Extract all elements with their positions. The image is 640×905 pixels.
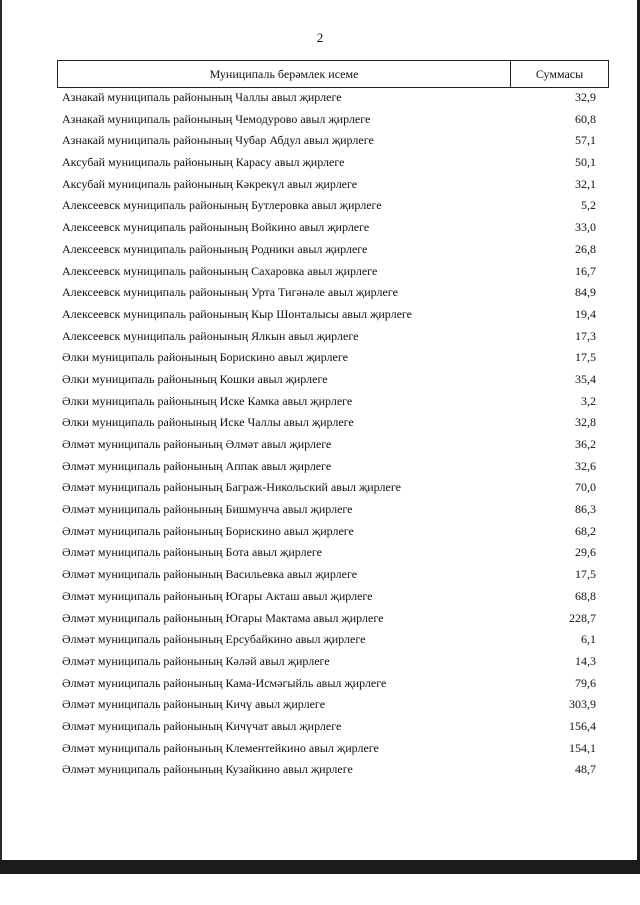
row-amount: 50,1 xyxy=(575,155,596,170)
table-row xyxy=(0,262,640,284)
row-municipality-name: Әлмәт муниципаль районының Югары Акташ авыл җирлеге xyxy=(62,588,373,603)
row-amount: 156,4 xyxy=(569,718,596,733)
row-amount: 33,0 xyxy=(575,220,596,235)
table-row xyxy=(0,370,640,392)
row-amount: 154,1 xyxy=(569,740,596,755)
row-amount: 3,2 xyxy=(581,393,596,408)
row-municipality-name: Әлмәт муниципаль районының Кичү авыл җирлеге xyxy=(62,697,326,712)
row-amount: 228,7 xyxy=(569,610,596,625)
row-municipality-name: Алексеевск муниципаль районының Родники авыл җирлеге xyxy=(62,241,368,256)
table-row xyxy=(0,587,640,609)
row-amount: 36,2 xyxy=(575,437,596,451)
table-row xyxy=(0,543,640,565)
row-municipality-name: Алексеевск муниципаль районының Кыр Шонталысы авыл җирлеге xyxy=(62,306,412,321)
row-municipality-name: Алексеевск муниципаль районының Войкино авыл җирлеге xyxy=(62,220,370,235)
table-row xyxy=(0,218,640,240)
row-municipality-name: Аксубай муниципаль районының Кәкрекүл авыл җирлеге xyxy=(62,176,358,191)
row-municipality-name: Алексеевск муниципаль районының Сахаровка авыл җирлеге xyxy=(62,263,378,278)
row-municipality-name: Әлмәт муниципаль районының Кичүчат авыл җирлеге xyxy=(62,718,342,733)
table-row xyxy=(0,500,640,522)
row-amount: 17,5 xyxy=(575,567,596,582)
row-amount: 26,8 xyxy=(575,241,596,256)
table-row xyxy=(0,457,640,479)
table-row xyxy=(0,283,640,305)
row-municipality-name: Әлки муниципаль районының Иске Камка авыл җирлеге xyxy=(62,393,353,408)
row-municipality-name: Әлмәт муниципаль районының Кама-Исмәгыйль авыл җирлеге xyxy=(62,675,387,690)
row-municipality-name: Әлмәт муниципаль районының Әлмәт авыл җирлеге xyxy=(62,437,332,451)
scan-bottom-bar xyxy=(0,860,640,874)
table-row xyxy=(0,717,640,739)
row-amount: 32,8 xyxy=(575,415,596,430)
table-row xyxy=(0,240,640,262)
table-row xyxy=(0,674,640,696)
table-row xyxy=(0,110,640,132)
table-body xyxy=(0,88,640,782)
table-row xyxy=(0,131,640,153)
row-amount: 5,2 xyxy=(581,198,596,213)
row-municipality-name: Алексеевск муниципаль районының Урта Тигәнәле авыл җирлеге xyxy=(62,285,398,300)
row-municipality-name: Әлмәт муниципаль районының Баграж-Никольский авыл җирлеге xyxy=(62,480,401,495)
table-row xyxy=(0,196,640,218)
table-row xyxy=(0,348,640,370)
row-municipality-name: Әлки муниципаль районының Иске Чаллы авыл җирлеге xyxy=(62,415,354,430)
row-municipality-name: Әлмәт муниципаль районының Клементейкино авыл җирлеге xyxy=(62,740,379,755)
row-municipality-name: Әлмәт муниципаль районының Бишмунча авыл җирлеге xyxy=(62,502,353,517)
row-amount: 32,6 xyxy=(575,458,596,473)
row-municipality-name: Аксубай муниципаль районының Карасу авыл җирлеге xyxy=(62,155,345,170)
row-amount: 57,1 xyxy=(575,133,596,148)
table-row xyxy=(0,392,640,414)
row-amount: 60,8 xyxy=(575,111,596,126)
row-amount: 19,4 xyxy=(575,306,596,321)
table-row xyxy=(0,88,640,110)
row-amount: 32,1 xyxy=(575,176,596,191)
row-amount: 16,7 xyxy=(575,263,596,278)
table-row xyxy=(0,695,640,717)
row-amount: 17,3 xyxy=(575,328,596,343)
table-row xyxy=(0,153,640,175)
table-header xyxy=(57,60,609,88)
row-amount: 303,9 xyxy=(569,697,596,712)
row-amount: 17,5 xyxy=(575,350,596,365)
row-municipality-name: Алексеевск муниципаль районының Ялкын авыл җирлеге xyxy=(62,328,359,343)
row-amount: 84,9 xyxy=(575,285,596,300)
row-municipality-name: Әлмәт муниципаль районының Аппак авыл җирлеге xyxy=(62,458,332,473)
row-amount: 6,1 xyxy=(581,632,596,647)
row-amount: 68,2 xyxy=(575,523,596,538)
row-municipality-name: Алексеевск муниципаль районының Бутлеровка авыл җирлеге xyxy=(62,198,382,213)
row-municipality-name: Әлки муниципаль районының Борискино авыл җирлеге xyxy=(62,350,348,365)
row-amount: 32,9 xyxy=(575,90,596,104)
row-municipality-name: Әлмәт муниципаль районының Кәләй авыл җирлеге xyxy=(62,653,330,668)
table-row xyxy=(0,565,640,587)
table-row xyxy=(0,478,640,500)
row-municipality-name: Әлмәт муниципаль районының Кузайкино авыл җирлеге xyxy=(62,762,353,777)
row-municipality-name: Әлмәт муниципаль районының Васильевка авыл җирлеге xyxy=(62,567,358,582)
table-row xyxy=(0,435,640,457)
table-row xyxy=(0,609,640,631)
row-municipality-name: Әлмәт муниципаль районының Борискино авыл җирлеге xyxy=(62,523,354,538)
row-municipality-name: Азнакай муниципаль районының Чубар Абдул авыл җирлеге xyxy=(62,133,374,148)
table-row xyxy=(0,522,640,544)
row-amount: 14,3 xyxy=(575,653,596,668)
table-row xyxy=(0,760,640,782)
row-amount: 35,4 xyxy=(575,371,596,386)
row-municipality-name: Әлки муниципаль районының Кошки авыл җирлеге xyxy=(62,371,328,386)
row-municipality-name: Әлмәт муниципаль районының Бота авыл җирлеге xyxy=(62,545,323,560)
table-row xyxy=(0,327,640,349)
row-amount: 70,0 xyxy=(575,480,596,495)
row-municipality-name: Әлмәт муниципаль районының Югары Мактама авыл җирлеге xyxy=(62,610,384,625)
table-row xyxy=(0,739,640,761)
row-municipality-name: Азнакай муниципаль районының Чаллы авыл җирлеге xyxy=(62,90,342,104)
table-row xyxy=(0,652,640,674)
row-amount: 48,7 xyxy=(575,762,596,777)
table-row xyxy=(0,630,640,652)
table-row xyxy=(0,305,640,327)
row-municipality-name: Азнакай муниципаль районының Чемодурово авыл җирлеге xyxy=(62,111,371,126)
row-amount: 79,6 xyxy=(575,675,596,690)
page-number: 2 xyxy=(316,30,324,45)
column-header-name: Муниципаль берәмлек исеме xyxy=(58,61,511,87)
row-amount: 68,8 xyxy=(575,588,596,603)
table-row xyxy=(0,175,640,197)
column-header-sum: Суммасы xyxy=(535,66,584,81)
row-amount: 86,3 xyxy=(575,502,596,517)
table-row xyxy=(0,413,640,435)
row-municipality-name: Әлмәт муниципаль районының Ерсубайкино авыл җирлеге xyxy=(62,632,366,647)
row-amount: 29,6 xyxy=(575,545,596,560)
